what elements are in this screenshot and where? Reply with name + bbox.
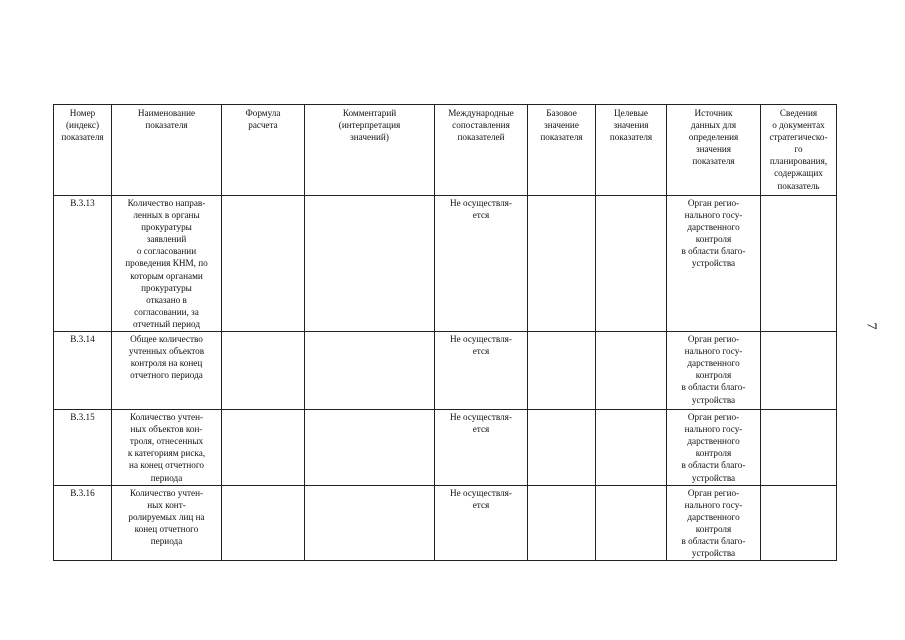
cell-international: Не осуществля- ется: [435, 332, 528, 410]
cell-comment: [305, 410, 435, 486]
cell-formula: [222, 410, 305, 486]
cell-documents: [761, 485, 837, 561]
cell-formula: [222, 485, 305, 561]
cell-documents: [761, 410, 837, 486]
table-row: [54, 410, 837, 486]
table-row: [54, 485, 837, 561]
cell-index: В.3.16: [54, 485, 112, 561]
cell-index: В.3.15: [54, 410, 112, 486]
cell-name: Количество учтен- ных конт- ролируемых лиц на конец отчетного периода: [112, 485, 222, 561]
page-number: 7: [863, 322, 879, 330]
cell-international: Не осуществля- ется: [435, 485, 528, 561]
cell-documents: [761, 196, 837, 332]
header-cell-name: Наименование показателя: [112, 105, 222, 196]
cell-base: [528, 410, 596, 486]
cell-base: [528, 196, 596, 332]
cell-name: Количество учтен- ных объектов кон- троля, отнесенных к категориям риска, на конец отчетного периода: [112, 410, 222, 486]
header-cell-target: Целевые значения показателя: [596, 105, 667, 196]
cell-source: Орган регио- нального госу- дарственного контроля в области благо- устройства: [667, 410, 761, 486]
header-cell-comment: Комментарий (интерпретация значений): [305, 105, 435, 196]
header-cell-international: Международные сопоставления показателей: [435, 105, 528, 196]
header-cell-documents: Сведения о документах стратегическо- го планирования, содержащих показатель: [761, 105, 837, 196]
cell-target: [596, 332, 667, 410]
header-cell-base: Базовое значение показателя: [528, 105, 596, 196]
header-row: [54, 105, 837, 196]
cell-index: В.3.13: [54, 196, 112, 332]
cell-name: Количество направ- ленных в органы прокуратуры заявлений о согласовании проведения КНМ, по которым органами прокуратуры отказано в согласовании, за отчетный период: [112, 196, 222, 332]
header-cell-source: Источник данных для определения значения показателя: [667, 105, 761, 196]
cell-comment: [305, 485, 435, 561]
header-cell-formula: Формула расчета: [222, 105, 305, 196]
indicators-table: [53, 104, 837, 561]
cell-target: [596, 196, 667, 332]
cell-documents: [761, 332, 837, 410]
header-cell-index: Номер (индекс) показателя: [54, 105, 112, 196]
cell-index: В.3.14: [54, 332, 112, 410]
cell-base: [528, 332, 596, 410]
cell-comment: [305, 332, 435, 410]
cell-base: [528, 485, 596, 561]
table-row: [54, 196, 837, 332]
cell-source: Орган регио- нального госу- дарственного контроля в области благо- устройства: [667, 196, 761, 332]
cell-formula: [222, 196, 305, 332]
cell-source: Орган регио- нального госу- дарственного контроля в области благо- устройства: [667, 485, 761, 561]
cell-formula: [222, 332, 305, 410]
cell-international: Не осуществля- ется: [435, 196, 528, 332]
cell-target: [596, 410, 667, 486]
table-row: [54, 332, 837, 410]
cell-name: Общее количество учтенных объектов контроля на конец отчетного периода: [112, 332, 222, 410]
cell-source: Орган регио- нального госу- дарственного контроля в области благо- устройства: [667, 332, 761, 410]
cell-comment: [305, 196, 435, 332]
cell-target: [596, 485, 667, 561]
cell-international: Не осуществля- ется: [435, 410, 528, 486]
